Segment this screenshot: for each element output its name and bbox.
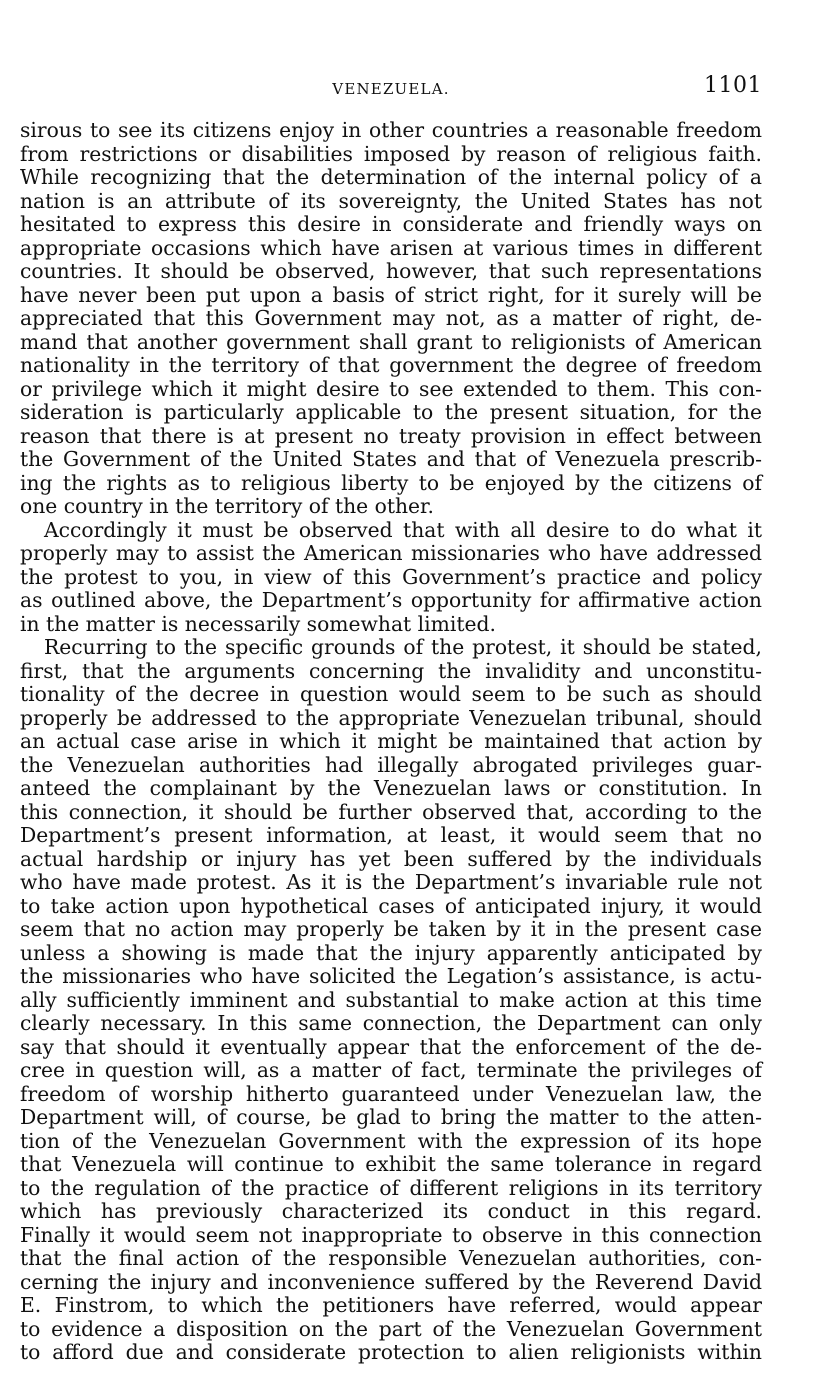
text-line: the missionaries who have solicited the Legation’s assistance, is actu- <box>20 964 762 988</box>
paragraph <box>20 519 762 637</box>
running-head <box>20 70 762 104</box>
text-line: properly be addressed to the appropriate Venezuelan tribunal, should <box>20 705 762 730</box>
text-line: appreciated that this Government may not, as a matter of right, de- <box>20 306 762 330</box>
text-line: nationality in the territory of that government the degree of freedom <box>20 353 762 377</box>
text-line: sirous to see its citizens enjoy in other countries a reasonable freedom <box>20 118 762 142</box>
text-line: unless a showing is made that the injury apparently anticipated by <box>20 940 762 965</box>
text-line: that Venezuela will continue to exhibit the same tolerance in regard <box>20 1152 762 1176</box>
text-line: properly may to assist the American missionaries who have addressed <box>20 541 762 565</box>
body-text <box>20 119 762 1365</box>
text-line: freedom of worship hitherto guaranteed under Venezuelan law, the <box>20 1081 762 1106</box>
text-line: the Venezuelan authorities had illegally abrogated privileges guar- <box>20 752 762 777</box>
text-line: ing the rights as to religious liberty to be enjoyed by the citizens of <box>20 470 762 495</box>
text-line: Finally it would seem not inappropriate to observe in this connection <box>20 1222 762 1247</box>
text-line: Accordingly it must be observed that with all desire to do what it <box>44 517 762 542</box>
text-line: tion of the Venezuelan Government with the expression of its hope <box>20 1128 762 1153</box>
text-line: have never been put upon a basis of strict right, for it surely will be <box>20 282 762 307</box>
text-line: this connection, it should be further observed that, according to the <box>20 799 762 824</box>
text-line: mand that another government shall grant to religionists of American <box>20 329 762 354</box>
text-line: as outlined above, the Department’s opportunity for affirmative action <box>20 588 762 612</box>
text-line: nation is an attribute of its sovereignty, the United States has not <box>20 188 762 213</box>
text-line: say that should it eventually appear that the enforcement of the de- <box>20 1034 762 1059</box>
text-line: an actual case arise in which it might be maintained that action by <box>20 729 762 753</box>
text-line: cerning the injury and inconvenience suffered by the Reverend David <box>20 1269 762 1294</box>
text-line: which has previously characterized its conduct in this regard. <box>20 1199 762 1223</box>
text-line: the Government of the United States and that of Venezuela prescrib- <box>20 447 762 471</box>
text-line: seem that no action may properly be taken by it in the present case <box>20 917 762 941</box>
text-line: in the matter is necessarily somewhat limited. <box>20 611 496 636</box>
text-line: Department will, of course, be glad to bring the matter to the atten- <box>20 1105 762 1129</box>
text-line: or privilege which it might desire to see extended to them. This con- <box>20 376 762 401</box>
text-line: to afford due and considerate protection to alien religionists within <box>20 1340 762 1364</box>
text-line: tionality of the decree in question would seem to be such as should <box>20 682 762 706</box>
text-line: who have made protest. As it is the Department’s invariable rule not <box>20 870 762 894</box>
text-line: one country in the territory of the other. <box>20 494 434 518</box>
paragraph <box>20 119 762 519</box>
text-line: anteed the complainant by the Venezuelan laws or constitution. In <box>20 776 762 800</box>
text-line: countries. It should be observed, however, that such representations <box>20 259 762 283</box>
text-line: ally sufficiently imminent and substantial to make action at this time <box>20 987 762 1012</box>
text-line: actual hardship or injury has yet been suffered by the individuals <box>20 846 762 871</box>
text-line: from restrictions or disabilities imposed by reason of religious faith. <box>20 141 762 166</box>
text-line: reason that there is at present no treaty provision in effect between <box>20 423 762 448</box>
running-title: VENEZUELA. <box>332 80 450 98</box>
text-line: to take action upon hypothetical cases of anticipated injury, it would <box>20 893 762 918</box>
text-line: to the regulation of the practice of different religions in its territory <box>20 1175 762 1200</box>
text-line: cree in question will, as a matter of fact, terminate the privileges of <box>20 1058 762 1082</box>
text-line: While recognizing that the determination of the internal policy of a <box>20 165 762 189</box>
text-line: E. Finstrom, to which the petitioners have referred, would appear <box>20 1293 762 1317</box>
text-line: to evidence a disposition on the part of the Venezuelan Government <box>20 1316 762 1341</box>
page-number: 1101 <box>704 73 762 98</box>
text-line: hesitated to express this desire in considerate and friendly ways on <box>20 212 762 236</box>
text-line: clearly necessary. In this same connection, the Department can only <box>20 1011 762 1035</box>
text-line: that the final action of the responsible Venezuelan authorities, con- <box>20 1246 762 1270</box>
text-line: sideration is particularly applicable to the present situation, for the <box>20 400 762 424</box>
paragraph <box>20 636 762 1365</box>
text-line: Recurring to the specific grounds of the protest, it should be stated, <box>44 635 762 659</box>
text-line: the protest to you, in view of this Government’s practice and policy <box>20 564 762 589</box>
text-line: Department’s present information, at least, it would seem that no <box>20 823 762 847</box>
text-line: appropriate occasions which have arisen at various times in different <box>20 235 762 260</box>
text-line: first, that the arguments concerning the invalidity and unconstitu- <box>20 658 762 683</box>
